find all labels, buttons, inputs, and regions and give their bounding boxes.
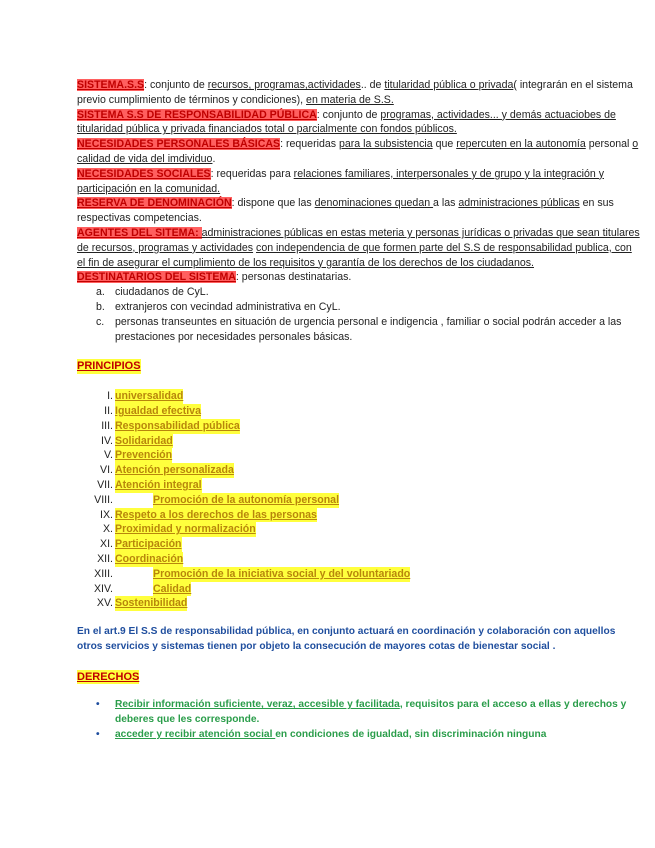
definition-text: personal	[585, 138, 633, 151]
principio-number: V.	[103, 449, 113, 462]
derecho-text: , requisitos para el acceso a ellas y derechos y deberes que les corresponde.	[115, 699, 627, 726]
principio-number: I.	[107, 390, 113, 403]
definitions-block	[77, 78, 642, 285]
principio-text: Promoción de la autonomía personal	[153, 493, 340, 506]
principio-number: XV.	[96, 597, 113, 610]
definition-text: programas, actividades... y demás actuaciobes de titularidad pública y privada financiados total o parcialmente con fondos públicos.	[77, 108, 616, 136]
definition-term: SISTEMA.S.S	[77, 79, 145, 91]
principio-item	[77, 596, 642, 611]
document-page	[77, 78, 642, 743]
definition-text: ( integrarán en el sistema previo cumplimiento de términos y condiciones),	[77, 79, 633, 106]
principio-item	[77, 582, 642, 597]
definition-text: recursos, programas,actividades	[207, 79, 361, 91]
definition-text: repercuten en la autonomía	[456, 138, 586, 151]
derecho-text: en condiciones de igualdad, sin discriminación ninguna	[275, 729, 547, 741]
definition-paragraph	[77, 196, 642, 226]
definition-paragraph	[77, 137, 642, 167]
definition-paragraph	[77, 167, 642, 197]
principio-item	[77, 434, 642, 449]
principio-item	[77, 463, 642, 478]
definition-text: en sus respectivas competencias.	[77, 197, 614, 225]
principio-number: XI.	[100, 538, 113, 551]
principio-item	[77, 419, 642, 434]
definition-text: para la subsistencia	[338, 138, 433, 151]
principio-text: Sostenibilidad	[115, 597, 188, 610]
principio-text: Solidaridad	[115, 434, 173, 447]
definition-text: : personas destinatarias.	[235, 271, 352, 284]
definition-text: administraciones públicas en estas meteria y personas jurídicas o privadas que sean titulares de recursos, programas y actividades	[77, 226, 640, 254]
definition-paragraph	[77, 270, 642, 285]
principio-number: X.	[102, 523, 113, 536]
destinatario-text: personas transeuntes en situación de urgencia personal e indigencia , familiar o social podrán acceder a las prestaciones por necesidades personales básicas.	[115, 315, 622, 343]
principio-number: III.	[101, 419, 113, 432]
definition-term: DESTINATARIOS DEL SISTEMA	[77, 271, 236, 284]
destinatario-text: ciudadanos de CyL.	[115, 286, 209, 299]
definition-text: o calidad de vida del imdividuo	[77, 138, 639, 165]
principio-item	[77, 493, 642, 508]
definition-text: : conjunto de	[316, 108, 381, 121]
principio-item	[77, 508, 642, 523]
definition-term: SISTEMA S.S DE RESPONSABILIDAD PÚBLICA	[77, 108, 317, 121]
definition-term: NECESIDADES PERSONALES BÁSICAS	[77, 138, 281, 151]
principios-heading: PRINCIPIOS	[77, 360, 141, 373]
definition-term: AGENTES DEL SITEMA:	[77, 226, 202, 239]
definition-text: con independencia de que formen parte del S.S de responsabilidad publica, con el fin de asegurar el cumplimiento de los requisitos y garantía de los derechos de los ciudadanos.	[77, 241, 632, 269]
definition-paragraph	[77, 108, 642, 138]
principio-number: XIV.	[93, 582, 113, 595]
definition-text: : dispone que las	[231, 197, 315, 210]
principio-item	[77, 478, 642, 493]
derecho-item	[77, 698, 642, 728]
principio-number: VIII.	[94, 493, 113, 506]
principio-number: XII.	[97, 552, 113, 565]
derechos-list	[77, 698, 642, 742]
definition-text: : conjunto de	[144, 79, 208, 91]
principio-text: Atención integral	[115, 478, 202, 491]
definition-text: denominaciones quedan	[314, 197, 434, 210]
principio-item	[77, 404, 642, 419]
art9-note: En el art.9 El S.S de responsabilidad pública, en conjunto actuará en coordinación y colaboración con aquellos otros servicios y sistemas tienen por objeto la consecución de mayores cotas de bienestar social .	[77, 626, 616, 652]
principio-item	[77, 537, 642, 552]
definition-text: a las	[433, 197, 459, 210]
principio-text: Calidad	[153, 582, 192, 595]
principios-list	[77, 389, 642, 611]
principio-text: Responsabilidad pública	[115, 419, 240, 432]
destinatario-item	[77, 315, 642, 345]
principio-text: Atención personalizada	[115, 464, 234, 477]
destinatario-item	[77, 300, 642, 315]
bullet-icon: •	[96, 729, 100, 741]
principio-item	[77, 567, 642, 582]
derechos-heading: DERECHOS	[77, 670, 140, 683]
destinatarios-list	[77, 285, 642, 344]
definition-term: NECESIDADES SOCIALES	[77, 167, 211, 180]
definition-paragraph	[77, 226, 642, 270]
destinatario-item	[77, 285, 642, 300]
definition-term: RESERVA DE DENOMINACIÓN	[77, 197, 232, 210]
principio-text: Respeto a los derechos de las personas	[115, 508, 317, 521]
principio-text: Proximidad y normalización	[115, 523, 256, 536]
principio-text: Coordinación	[115, 552, 184, 565]
derecho-item	[77, 728, 642, 743]
principio-item	[77, 522, 642, 537]
definition-text: administraciones públicas	[458, 197, 580, 210]
derecho-highlight: acceder y recibir atención social	[115, 729, 276, 741]
definition-text: titularidad pública o privada	[384, 79, 514, 91]
principio-text: universalidad	[115, 390, 184, 403]
principio-number: IX.	[100, 508, 113, 521]
definition-text: : requeridas para	[210, 167, 294, 180]
principio-item	[77, 552, 642, 567]
definition-text: que	[432, 138, 457, 151]
principio-text: Prevención	[115, 449, 173, 462]
principio-item	[77, 448, 642, 463]
principio-number: IV.	[101, 434, 113, 447]
definition-text: : requeridas	[280, 138, 339, 151]
definition-text: .. de	[360, 79, 385, 91]
principio-number: II.	[104, 404, 113, 417]
definition-paragraph	[77, 78, 642, 108]
principio-item	[77, 389, 642, 404]
destinatario-text: extranjeros con vecindad administrativa en CyL.	[115, 300, 341, 313]
definition-text: relaciones familiares, interpersonales y de grupo y la integración y participación en la comunidad.	[77, 167, 604, 195]
definition-text: en materia de S.S.	[306, 93, 394, 106]
principio-number: VI.	[100, 464, 113, 477]
principio-text: Igualdad efectiva	[115, 404, 201, 417]
list-marker: b.	[96, 300, 105, 313]
principio-text: Promoción de la iniciativa social y del voluntariado	[153, 567, 411, 580]
definition-text: .	[212, 152, 216, 165]
list-marker: a.	[96, 286, 105, 299]
bullet-icon: •	[96, 699, 100, 711]
derecho-highlight: Recibir información suficiente, veraz, accesible y facilitada	[115, 699, 400, 711]
list-marker: c.	[96, 315, 105, 328]
principio-number: VII.	[97, 478, 113, 491]
principio-text: Participación	[115, 538, 182, 551]
principio-number: XIII.	[94, 567, 113, 580]
